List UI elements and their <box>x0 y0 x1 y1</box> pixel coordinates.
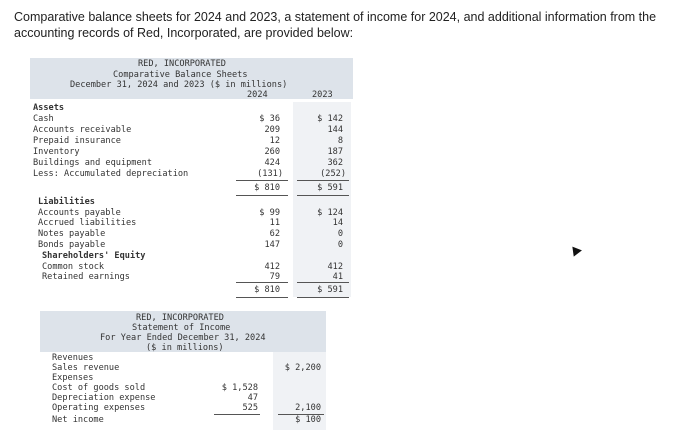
asset-label: Inventory <box>33 147 80 157</box>
le-total-rule-2024 <box>236 297 288 298</box>
bs-title-date: December 31, 2024 and 2023 ($ in millions) <box>70 80 288 90</box>
liability-2023: 0 <box>337 229 343 239</box>
asset-label: Cash <box>33 114 54 124</box>
asset-2024: $ 36 <box>259 114 280 124</box>
expense-label: Depreciation expense <box>52 393 156 403</box>
liability-2023: 14 <box>332 218 343 228</box>
asset-2024: (131) <box>257 169 283 179</box>
asset-2023: 8 <box>337 136 343 146</box>
le-total-2023: $ 591 <box>317 285 343 295</box>
inc-title-period: For Year Ended December 31, 2024 <box>100 333 266 343</box>
net-income-label: Net income <box>52 415 104 425</box>
liability-2023: $ 124 <box>317 208 343 218</box>
expense-value: $ 1,528 <box>221 383 258 393</box>
bs-title-statement: Comparative Balance Sheets <box>113 70 248 80</box>
asset-2023: $ 142 <box>317 114 343 124</box>
liability-2024: 147 <box>264 240 280 250</box>
asset-2023: (252) <box>320 169 346 179</box>
equity-label: Common stock <box>42 262 105 272</box>
equity-2024: 412 <box>264 262 280 272</box>
assets-total-2023: $ 591 <box>317 183 343 193</box>
inc-title-units: ($ in millions) <box>146 343 224 353</box>
equity-label: Retained earnings <box>42 272 130 282</box>
equity-2023: 41 <box>332 272 343 282</box>
liability-2024: 11 <box>269 218 280 228</box>
equity-2024: 79 <box>269 272 280 282</box>
expense-value: 525 <box>242 403 258 413</box>
le-subtotal-rule-2024 <box>236 282 288 283</box>
asset-label: Prepaid insurance <box>33 136 121 146</box>
assets-total-rule-2024 <box>236 195 288 196</box>
assets-heading: Assets <box>33 103 65 113</box>
asset-2023: 144 <box>327 125 343 135</box>
le-subtotal-rule-2023 <box>297 282 349 283</box>
assets-total-2024: $ 810 <box>254 183 280 193</box>
liability-label: Accounts payable <box>38 208 121 218</box>
equity-heading: Shareholders' Equity <box>42 251 146 261</box>
liabilities-heading: Liabilities <box>38 197 95 207</box>
intro-text: Comparative balance sheets for 2024 and 2023, a statement of income for 2024, and additional information from the accounting records of Red, Incorporated, are provided below: <box>14 10 657 40</box>
inc-title-statement: Statement of Income <box>132 323 231 333</box>
asset-label: Accounts receivable <box>33 125 132 135</box>
asset-label: Less: Accumulated depreciation <box>33 169 189 179</box>
sales-revenue-value: $ 2,200 <box>284 363 321 373</box>
expense-label: Cost of goods sold <box>52 383 146 393</box>
expense-label: Operating expenses <box>52 403 146 413</box>
net-income-value: $ 100 <box>295 415 321 425</box>
asset-2023: 187 <box>327 147 343 157</box>
inc-title-company: RED, INCORPORATED <box>136 313 224 323</box>
asset-2023: 362 <box>327 158 343 168</box>
expenses-rule <box>214 414 260 415</box>
le-total-2024: $ 810 <box>254 285 280 295</box>
mouse-cursor-icon <box>572 245 582 256</box>
expenses-heading: Expenses <box>52 373 94 383</box>
liability-label: Accrued liabilities <box>38 218 137 228</box>
liability-2023: 0 <box>337 240 343 250</box>
le-total-rule-2023 <box>297 297 349 298</box>
liability-2024: $ 99 <box>259 208 280 218</box>
asset-2024: 209 <box>264 125 280 135</box>
liability-label: Bonds payable <box>38 240 106 250</box>
asset-label: Buildings and equipment <box>33 158 152 168</box>
asset-2024: 260 <box>264 147 280 157</box>
asset-2024: 12 <box>269 136 280 146</box>
liability-2024: 62 <box>269 229 280 239</box>
col-2023-header: 2023 <box>312 90 333 100</box>
liability-label: Notes payable <box>38 229 106 239</box>
revenues-heading: Revenues <box>52 353 94 363</box>
assets-subtotal-rule-2024 <box>236 180 288 181</box>
assets-total-rule-2023 <box>297 195 349 196</box>
col-2024-header: 2024 <box>247 90 268 100</box>
bs-title-company: RED, INCORPORATED <box>138 59 226 69</box>
asset-2024: 424 <box>264 158 280 168</box>
sales-revenue-label: Sales revenue <box>52 363 120 373</box>
equity-2023: 412 <box>327 262 343 272</box>
expense-value: 47 <box>247 393 258 403</box>
assets-subtotal-rule-2023 <box>297 180 349 181</box>
expenses-total: 2,100 <box>295 403 321 413</box>
